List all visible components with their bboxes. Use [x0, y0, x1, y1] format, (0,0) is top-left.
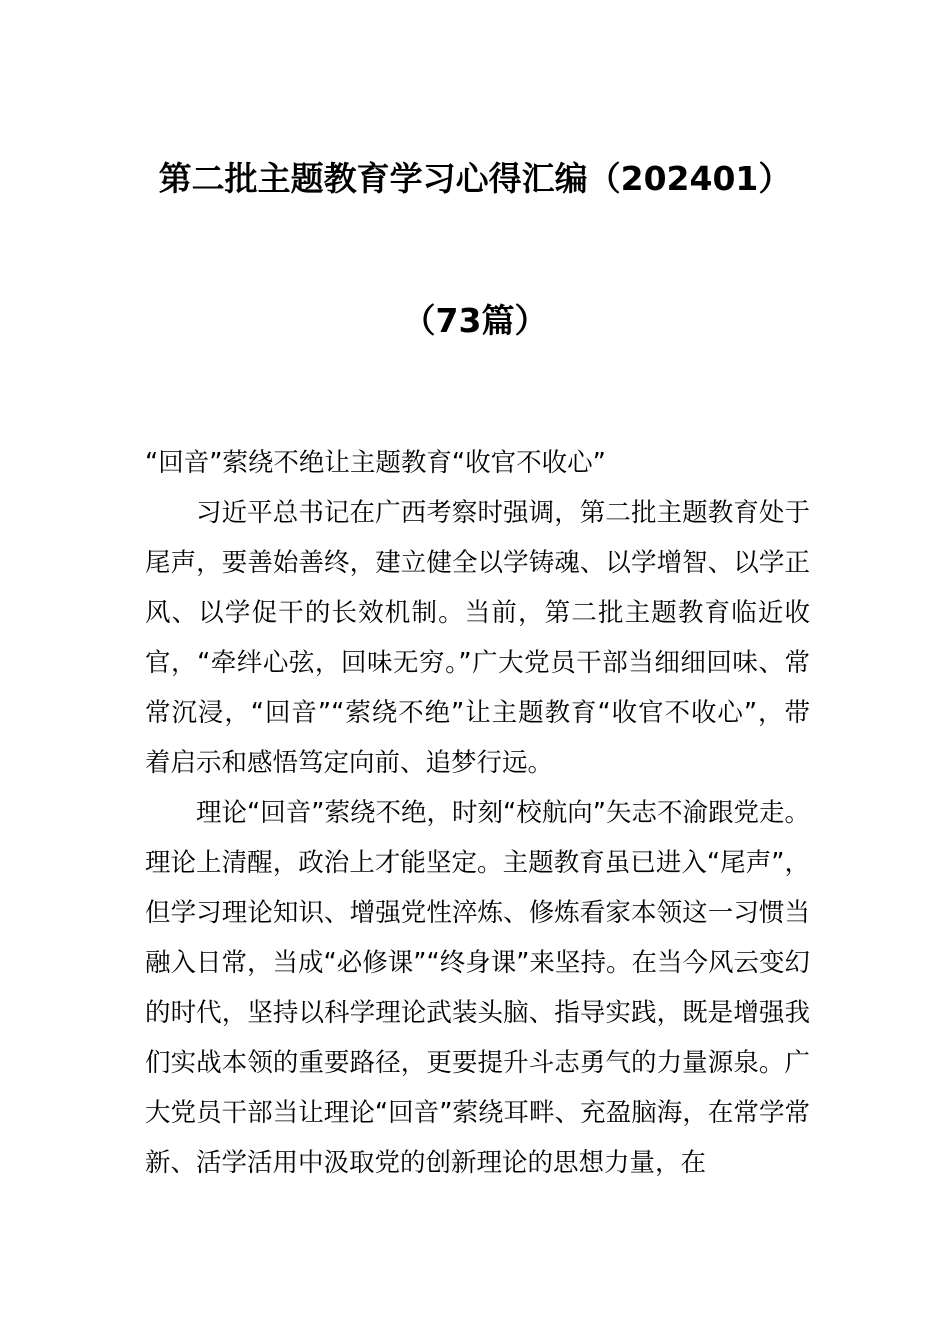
article-title: “回音”萦绕不绝让主题教育“收官不收心” — [145, 448, 606, 478]
article-body — [145, 488, 810, 1188]
article-count: （73篇） — [402, 301, 548, 340]
paragraph: 习近平总书记在广西考察时强调，第二批主题教育处于尾声，要善始善终，建立健全以学铸魂、以学增智、以学正风、以学促干的长效机制。当前，第二批主题教育临近收官，“牵绊心弦，回味无穷。”广大党员干部当细细回味、常常沉浸，“回音”“萦绕不绝”让主题教育“收官不收心”，带着启示和感悟笃定向前、追梦行远。 — [145, 498, 810, 778]
paragraph: 理论“回音”萦绕不绝，时刻“校航向”矢志不渝跟党走。理论上清醒，政治上才能坚定。主题教育虽已进入“尾声”，但学习理论知识、增强党性淬炼、修炼看家本领这一习惯当融入日常，当成“必修课”“终身课”来坚持。在当今风云变幻的时代，坚持以科学理论武装头脑、指导实践，既是增强我们实战本领的重要路径，更要提升斗志勇气的力量源泉。广大党员干部当让理论“回音”萦绕耳畔、充盈脑海，在常学常新、活学活用中汲取党的创新理论的思想力量，在 — [145, 798, 810, 1178]
document-title: 第二批主题教育学习心得汇编（202401） — [158, 159, 792, 198]
